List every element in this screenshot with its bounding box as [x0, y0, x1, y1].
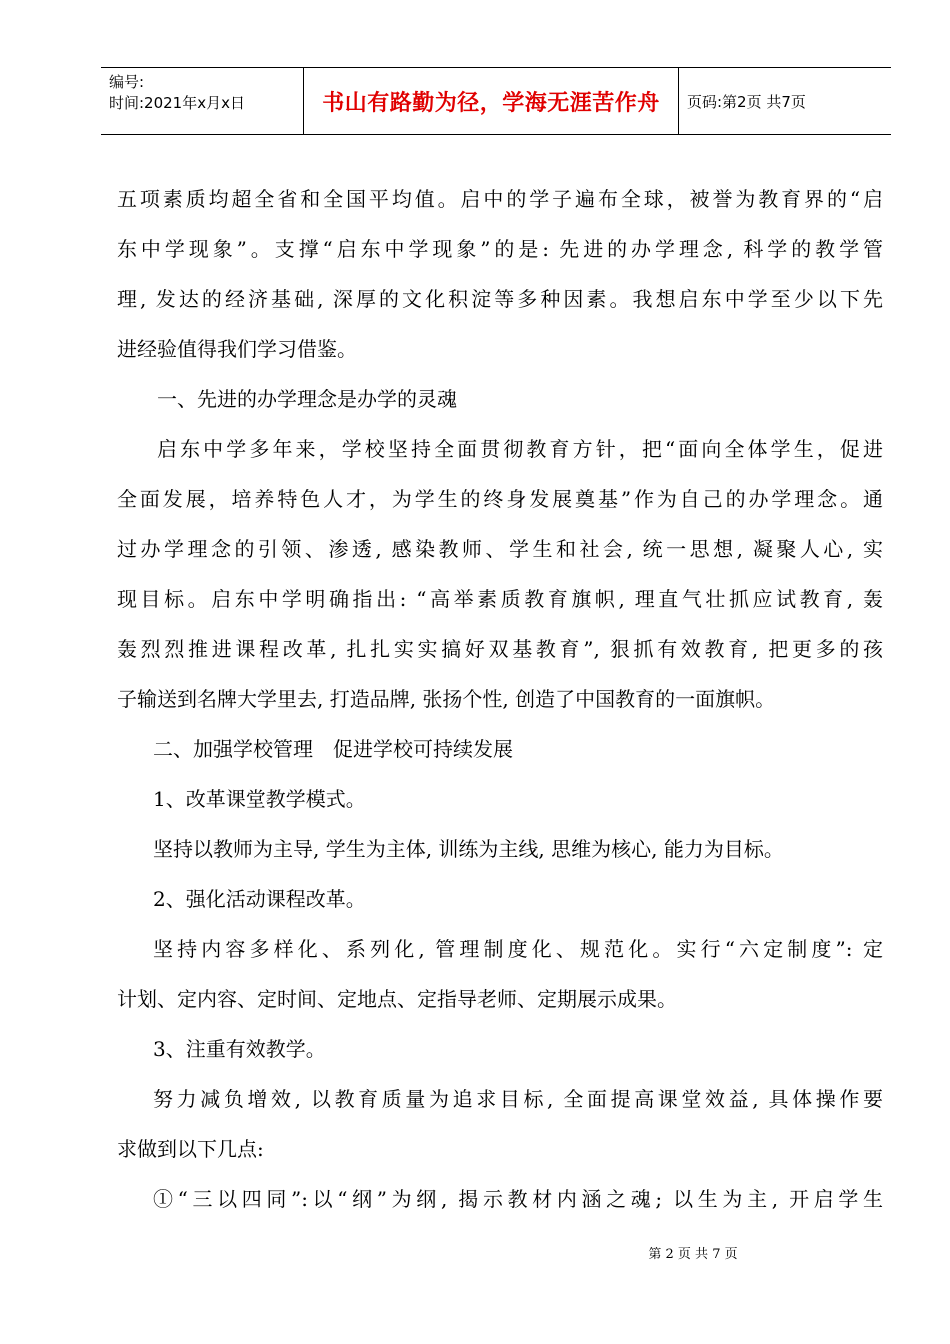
footer-page-number: 第 2 页 共 7 页: [648, 1247, 738, 1262]
header-meta: [101, 68, 303, 134]
time-label: 时间:2021年x月x日: [109, 94, 245, 112]
page-footer: [0, 1243, 950, 1262]
page-header: [101, 67, 891, 135]
text-line: 轰烈烈推进课程改革, 扎扎实实搞好双基教育”, 狠抓有效教育, 把更多的孩: [117, 637, 883, 661]
header-page-label: 页码:第2页 共7页: [687, 92, 806, 111]
text-line: 进经验值得我们学习借鉴。: [117, 337, 357, 361]
text-line: 东中学现象”。支撑“启东中学现象”的是: 先进的办学理念, 科学的教学管: [117, 237, 883, 261]
text-line: 坚持以教师为主导, 学生为主体, 训练为主线, 思维为核心, 能力为目标。: [153, 837, 784, 861]
text-line: 五项素质均超全省和全国平均值。启中的学子遍布全球，被誉为教育界的“启: [117, 187, 883, 211]
text-line: 启东中学多年来，学校坚持全面贯彻教育方针，把“面向全体学生，促进: [157, 437, 883, 461]
text-line: 理, 发达的经济基础, 深厚的文化积淀等多种因素。我想启东中学至少以下先: [117, 287, 883, 311]
section-heading: 一、先进的办学理念是办学的灵魂: [157, 387, 457, 411]
text-line: 现目标。启东中学明确指出: “高举素质教育旗帜, 理直气壮抓应试教育, 轰: [117, 587, 883, 611]
serial-label: 编号:: [109, 73, 145, 91]
text-line: 计划、定内容、定时间、定地点、定指导老师、定期展示成果。: [117, 987, 677, 1011]
text-line: 过办学理念的引领、渗透, 感染教师、学生和社会, 统一思想, 凝聚人心, 实: [117, 537, 883, 561]
section-heading: 二、加强学校管理 促进学校可持续发展: [153, 737, 513, 761]
subsection-heading: 1、改革课堂教学模式。: [153, 787, 366, 811]
subsection-heading: 3、注重有效教学。: [153, 1037, 326, 1061]
text-line: 努力减负增效, 以教育质量为追求目标, 全面提高课堂效益, 具体操作要: [153, 1087, 883, 1111]
text-line: 子输送到名牌大学里去, 打造品牌, 张扬个性, 创造了中国教育的一面旗帜。: [117, 687, 776, 711]
document-body: [117, 174, 883, 1224]
text-line: 全面发展，培养特色人才，为学生的终身发展奠基”作为自己的办学理念。通: [117, 487, 883, 511]
header-motto: 书山有路勤为径，学海无涯苦作舟: [303, 68, 679, 134]
text-line: ①“三以四同”:以“纲”为纲, 揭示教材内涵之魂; 以生为主, 开启学生: [153, 1187, 883, 1211]
text-line: 坚持内容多样化、系列化, 管理制度化、规范化。实行“六定制度”: 定: [153, 937, 883, 961]
text-line: 求做到以下几点:: [117, 1137, 264, 1161]
subsection-heading: 2、强化活动课程改革。: [153, 887, 366, 911]
